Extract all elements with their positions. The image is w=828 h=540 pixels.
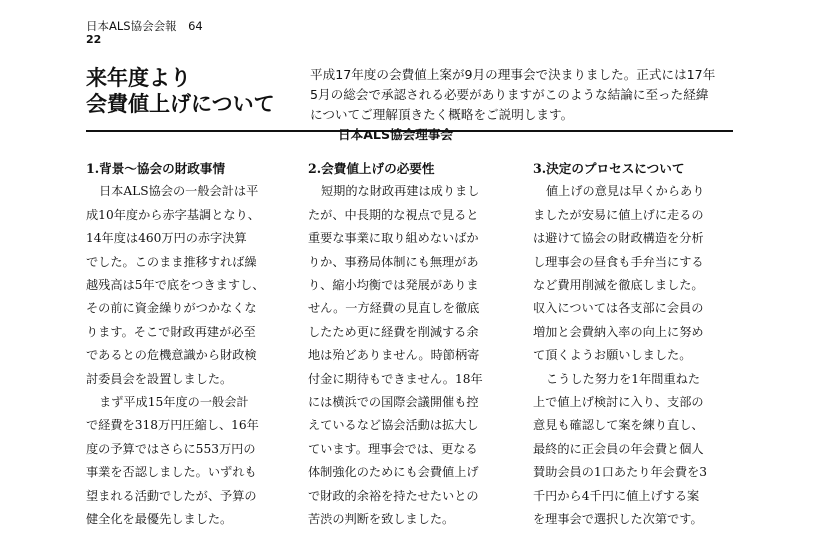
body-line: 千円から4千円に値上げする案 (533, 488, 700, 503)
title-divider (86, 130, 733, 132)
lead-line-2: 5月の総会で承認される必要がありますがこのような結論に至った経緯 (310, 87, 709, 102)
body-line: 事業を否認しました。いずれも (86, 465, 257, 480)
body-line: 苦渋の判断を致しました。 (308, 512, 455, 527)
body-line: こうした努力を1年間重ねた (546, 371, 701, 386)
body-line: えているなど協会活動は拡大し (308, 418, 479, 433)
body-line: で財政的余裕を持たせたいとの (308, 488, 479, 503)
body-line: でした。このまま推移すれば繰 (86, 254, 257, 269)
section-heading: 1.背景〜協会の財政事情 (86, 161, 226, 176)
body-line: 収入については各支部に会員の (533, 301, 704, 316)
body-line: その前に資金繰りがつかなくな (86, 301, 257, 316)
body-line: であるとの危機意識から財政検 (86, 348, 257, 363)
section-background (86, 157, 282, 532)
body-line: 重要な事業に取り組めないばか (308, 231, 479, 246)
body-line: 賛助会員の1口あたり年会費を3 (533, 465, 707, 480)
body-line: 値上げの意見は早くからあり (546, 184, 705, 199)
body-line: 越残高は5年で底をつきますし、 (86, 278, 265, 293)
body-line: りか、事務局体制にも無理があ (308, 254, 479, 269)
article-title (86, 65, 275, 117)
section-body (308, 180, 504, 531)
section-body (86, 180, 282, 531)
body-line: 14年度は460万円の赤字決算 (86, 231, 247, 246)
body-line: たが、中長期的な視点で見ると (308, 207, 479, 222)
body-line: 討委員会を設置しました。 (86, 371, 233, 386)
publication-name: 日本ALS協会会報 64 (86, 19, 203, 33)
body-line: ります。そこで財政再建が必至 (86, 324, 256, 339)
author-signature: 日本ALS協会理事会 (338, 127, 453, 142)
body-line: 増加と会費納入率の向上に努め (533, 324, 704, 339)
running-header (86, 20, 203, 46)
title-line-1: 来年度より (86, 66, 191, 90)
body-line: を理事会で選択した次第です。 (533, 512, 703, 527)
body-line: 度の予算ではさらに553万円の (86, 441, 256, 456)
page-number: 22 (86, 33, 102, 46)
body-line: し理事会の昼食も手弁当にする (533, 254, 704, 269)
body-line: ましたが安易に値上げに走るの (533, 207, 704, 222)
body-line: など費用削減を徹底しました。 (533, 278, 704, 293)
body-line: 健全化を最優先しました。 (86, 512, 233, 527)
body-line: 成10年度から赤字基調となり、 (86, 207, 260, 222)
body-line: て頂くようお願いしました。 (533, 348, 692, 363)
body-line: 体制強化のためにも会費値上げ (308, 465, 479, 480)
body-line: には横浜での国際会議開催も控 (308, 395, 479, 410)
body-line: 意見も確認して案を練り直し、 (533, 418, 704, 433)
body-line: 地は殆どありません。時節柄寄 (308, 348, 480, 363)
lead-line-1: 平成17年度の会費値上案が9月の理事会で決まりました。正式には17年 (310, 67, 716, 82)
lead-line-3 (310, 105, 730, 145)
body-line: で経費を318万円圧縮し、16年 (86, 418, 259, 433)
body-line: せん。一方経費の見直しを徹底 (308, 301, 480, 316)
body-line: り、縮小均衡では発展がありま (308, 278, 479, 293)
article-lead (310, 65, 730, 145)
body-line: 短期的な財政再建は成りまし (321, 184, 480, 199)
body-line: したため更に経費を削減する余 (308, 324, 479, 339)
body-line: 付金に期待もできません。18年 (308, 371, 483, 386)
section-body (533, 180, 729, 531)
body-line: 日本ALS協会の一般会計は平 (99, 184, 259, 199)
body-line: 望まれる活動でしたが、予算の (86, 488, 257, 503)
section-heading: 2.会費値上げの必要性 (308, 161, 435, 176)
section-process (533, 157, 729, 532)
section-heading: 3.決定のプロセスについて (533, 161, 685, 176)
body-line: 最終的に正会員の年会費と個人 (533, 441, 704, 456)
section-necessity (308, 157, 504, 532)
body-line: 上で値上げ検討に入り、支部の (533, 395, 704, 410)
lead-line-3-text: についてご理解頂きたく概略をご説明します。 (310, 107, 574, 122)
title-line-2: 会費値上げについて (86, 92, 275, 116)
body-line: は避けて協会の財政構造を分析 (533, 231, 704, 246)
body-line: ています。理事会では、更なる (308, 441, 478, 456)
body-line: まず平成15年度の一般会計 (99, 395, 249, 410)
